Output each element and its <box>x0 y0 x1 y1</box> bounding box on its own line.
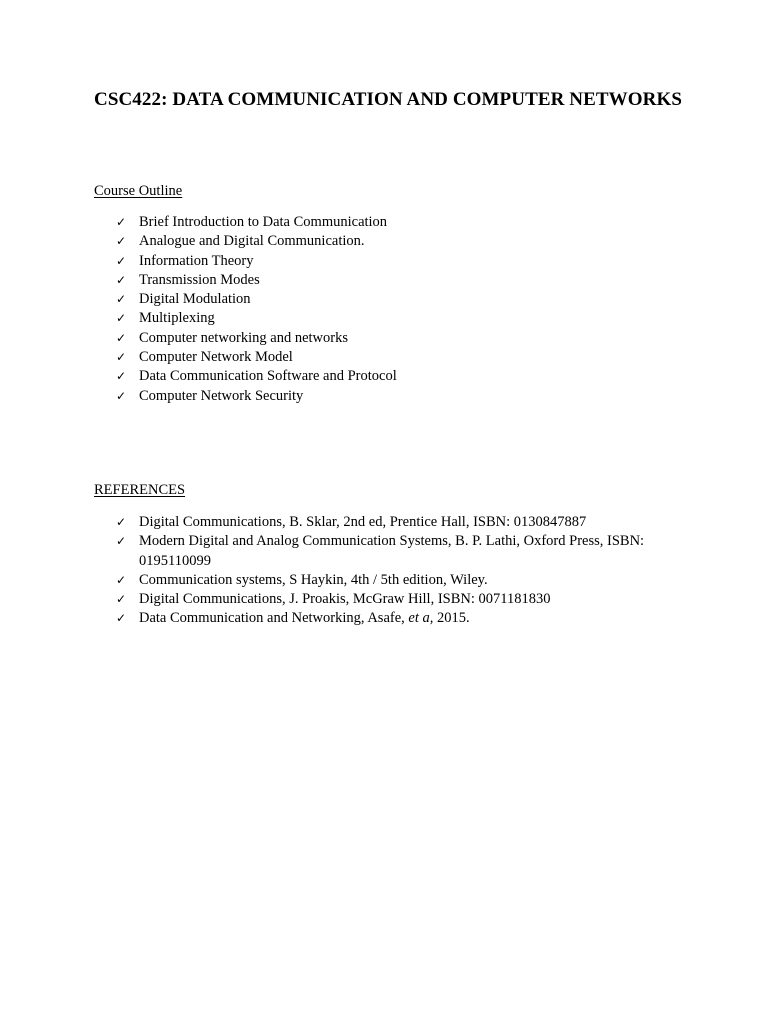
list-item <box>116 367 676 386</box>
list-item <box>116 232 676 251</box>
list-item <box>116 271 676 290</box>
list-item <box>116 290 676 309</box>
list-item-text: Information Theory <box>139 252 254 269</box>
check-mark-icon: ✓ <box>116 215 127 229</box>
references-heading: REFERENCES <box>94 482 186 498</box>
list-item-text: Analogue and Digital Communication. <box>139 233 365 250</box>
check-mark-icon: ✓ <box>116 253 127 268</box>
reference-text: Digital Communications, J. Proakis, McGraw Hill, ISBN: 0071181830 <box>139 591 551 608</box>
check-mark-icon: ✓ <box>116 515 127 529</box>
reference-item <box>116 532 676 571</box>
reference-item <box>116 590 676 609</box>
course-outline-list <box>116 213 676 406</box>
reference-text: Digital Communications, B. Sklar, 2nd ed, Prentice Hall, ISBN: 0130847887 <box>139 514 587 530</box>
list-item-text: Brief Introduction to Data Communication <box>139 214 388 230</box>
check-mark-icon: ✓ <box>116 330 127 345</box>
reference-text-main: Data Communication and Networking, Asafe, <box>139 610 409 627</box>
list-item <box>116 329 676 348</box>
list-item-text: Digital Modulation <box>139 291 251 308</box>
document-title: CSC422: DATA COMMUNICATION AND COMPUTER NETWORKS <box>94 89 683 110</box>
check-mark-icon: ✓ <box>116 311 127 326</box>
check-mark-icon: ✓ <box>116 350 127 365</box>
course-outline-heading: Course Outline <box>94 183 183 199</box>
list-item-text: Computer Network Model <box>139 349 293 366</box>
reference-item <box>116 513 676 532</box>
list-item-text: Data Communication Software and Protocol <box>139 368 397 385</box>
check-mark-icon: ✓ <box>116 534 127 549</box>
reference-item <box>116 571 676 590</box>
reference-text: Modern Digital and Analog Communication Systems, B. P. Lathi, Oxford Press, ISBN: 0195110099 <box>139 533 645 569</box>
list-item-text: Multiplexing <box>139 310 215 327</box>
check-mark-icon: ✓ <box>116 388 127 403</box>
list-item <box>116 213 676 232</box>
list-item-text: Computer networking and networks <box>139 329 349 346</box>
check-mark-icon: ✓ <box>116 272 127 287</box>
list-item-text: Computer Network Security <box>139 387 304 404</box>
list-item-text: Transmission Modes <box>139 271 260 288</box>
list-item <box>116 348 676 367</box>
reference-text-italic: et a, <box>408 610 434 627</box>
reference-text <box>139 609 676 628</box>
check-mark-icon: ✓ <box>116 572 127 587</box>
list-item <box>116 309 676 328</box>
list-item <box>116 252 676 271</box>
check-mark-icon: ✓ <box>116 592 127 607</box>
check-mark-icon: ✓ <box>116 292 127 307</box>
reference-text-end: 2015. <box>433 610 470 627</box>
check-mark-icon: ✓ <box>116 369 127 384</box>
check-mark-icon: ✓ <box>116 611 127 626</box>
references-list <box>116 513 676 629</box>
reference-item <box>116 609 676 628</box>
reference-text: Communication systems, S Haykin, 4th / 5th edition, Wiley. <box>139 571 488 588</box>
list-item <box>116 387 676 406</box>
check-mark-icon: ✓ <box>116 234 127 249</box>
